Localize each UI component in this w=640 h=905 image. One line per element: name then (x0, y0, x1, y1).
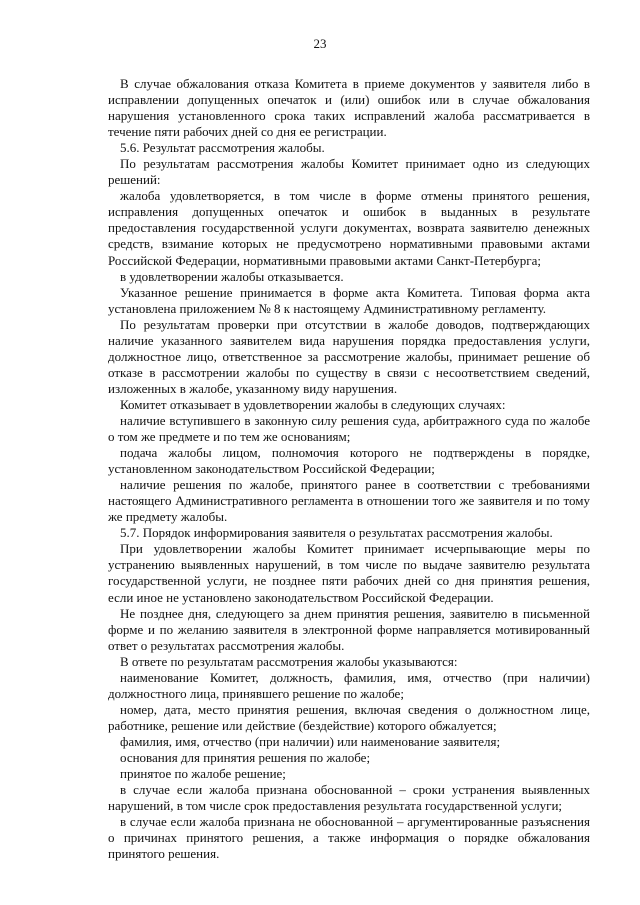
list-item: наличие вступившего в законную силу решения суда, арбитражного суда по жалобе о том же предмете и по тем же основаниям; (108, 412, 590, 445)
paragraph: Указанное решение принимается в форме акта Комитета. Типовая форма акта установлена приложением № 8 к настоящему Административному регламенту. (108, 284, 590, 316)
page-number: 23 (313, 36, 327, 51)
list-item: жалоба удовлетворяется, в том числе в форме отмены принятого решения, исправления допущенных опечаток и ошибок в выданных в результате предоставления государственной услуги документах, возврата заявителю денежных средств, взимание которых не предусмотрено нормативными правовыми актами Российской Федерации, нормативными правовыми актами Санкт-Петербурга; (108, 188, 590, 268)
paragraph: В ответе по результатам рассмотрения жалобы указываются: (120, 653, 458, 669)
list-item: наличие решения по жалобе, принятого ранее в соответствии с требованиями настоящего Административного регламента в отношении того же заявителя и по тому же предмету жалобы. (108, 477, 590, 525)
paragraph: Комитет отказывает в удовлетворении жалобы в следующих случаях: (120, 396, 506, 412)
section-heading-5-6: 5.6. Результат рассмотрения жалобы. (120, 140, 325, 156)
paragraph: По результатам рассмотрения жалобы Комитет принимает одно из следующих решений: (108, 156, 590, 188)
section-heading-5-7: 5.7. Порядок информирования заявителя о результатах рассмотрения жалобы. (120, 525, 553, 541)
paragraph: При удовлетворении жалобы Комитет принимает исчерпывающие меры по устранению выявленных нарушений, в том числе по выдаче заявителю результата государственной услуги, не позднее пяти рабочих дней со дня принятия решения, если иное не установлено законодательством Российской Федерации. (108, 541, 590, 605)
list-item: в случае если жалоба признана обоснованной – сроки устранения выявленных нарушений, в том числе срок предоставления результата государственной услуги; (108, 782, 590, 814)
list-item: принятое по жалобе решение; (120, 766, 286, 782)
list-item: наименование Комитет, должность, фамилия, имя, отчество (при наличии) должностного лица, принявшего решение по жалобе; (108, 669, 590, 701)
list-item: в удовлетворении жалобы отказывается. (120, 268, 344, 284)
paragraph: Не позднее дня, следующего за днем принятия решения, заявителю в письменной форме и по желанию заявителя в электронной форме направляется мотивированный ответ о результатах рассмотрения жалобы. (108, 605, 590, 653)
list-item: номер, дата, место принятия решения, включая сведения о должностном лице, работнике, решение или действие (бездействие) которого обжалуется; (108, 701, 590, 733)
paragraph: По результатам проверки при отсутствии в жалобе доводов, подтверждающих наличие указанного заявителем вида нарушения порядка предоставления услуги, должностное лицо, ответственное за рассмотрение жалобы, принимает решение об отказе в рассмотрении жалобы по существу в связи с несоответствием сведений, изложенных в жалобе, указанному виду нарушения. (108, 316, 590, 396)
document-body (108, 76, 590, 862)
list-item: фамилия, имя, отчество (при наличии) или наименование заявителя; (120, 733, 501, 749)
list-item: основания для принятия решения по жалобе; (120, 749, 371, 765)
list-item: подача жалобы лицом, полномочия которого не подтверждены в порядке, установленном законодательством Российской Федерации; (108, 445, 590, 477)
paragraph: В случае обжалования отказа Комитета в приеме документов у заявителя либо в исправлении допущенных опечаток и (или) ошибок или в случае обжалования нарушения установленного срока таких исправлений жалоба рассматривается в течение пяти рабочих дней со дня ее регистрации. (108, 76, 590, 140)
list-item: в случае если жалоба признана не обоснованной – аргументированные разъяснения о причинах принятого решения, а также информация о порядке обжалования принятого решения. (108, 814, 590, 862)
